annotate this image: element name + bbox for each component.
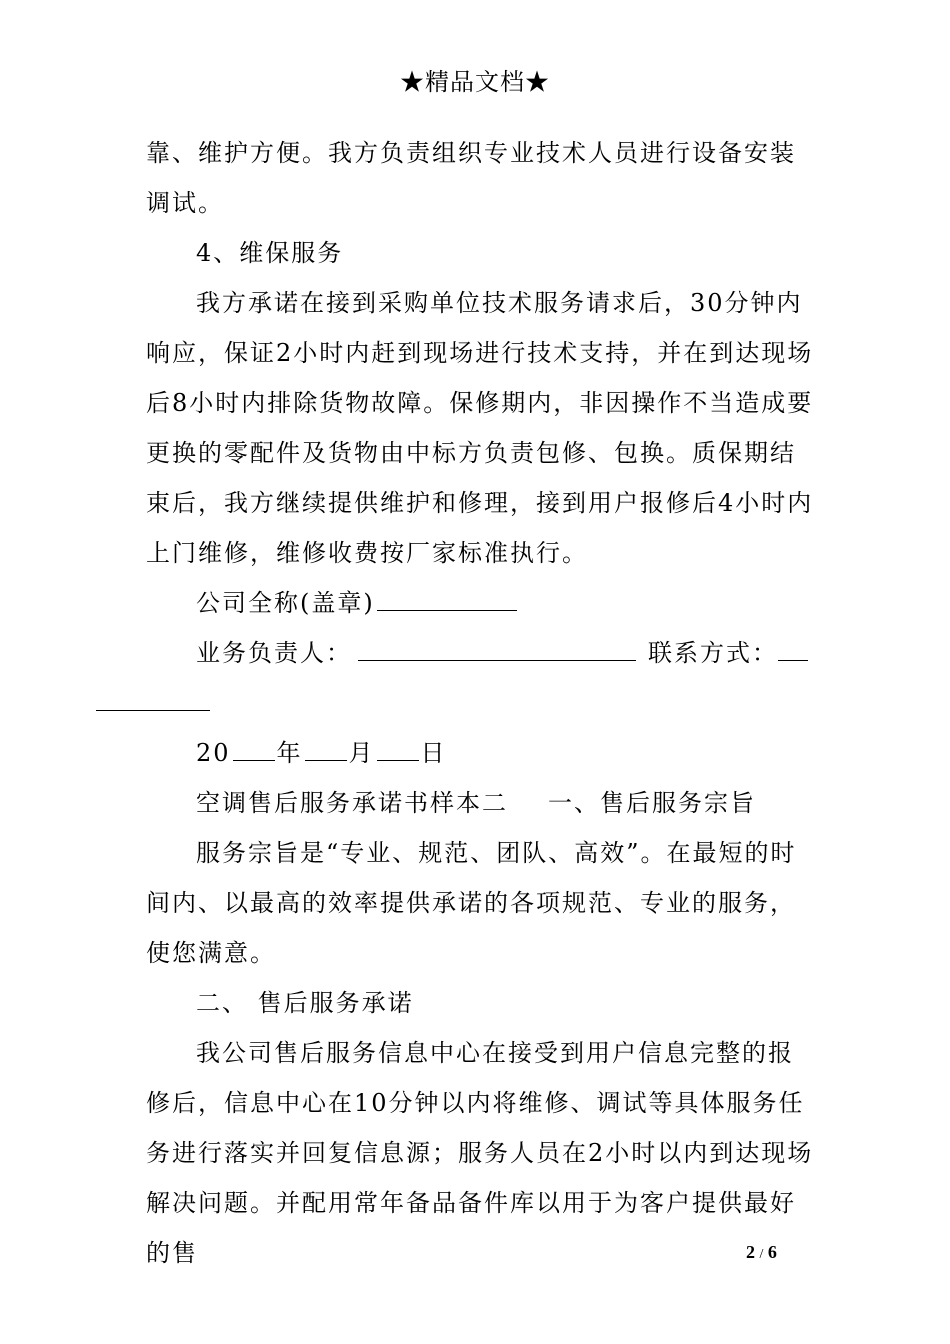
- person-in-charge-label: 业务负责人：: [196, 639, 352, 667]
- day-blank: [377, 738, 419, 761]
- contact-line: [146, 628, 814, 728]
- section-1-title: 一、售后服务宗旨: [548, 789, 756, 817]
- page-number: [746, 1240, 777, 1267]
- person-in-charge-blank: [358, 638, 636, 661]
- document-body: [146, 128, 814, 1278]
- section-2-title: 二、 售后服务承诺: [196, 989, 414, 1017]
- page-separator: /: [759, 1247, 764, 1262]
- total-pages: 6: [767, 1242, 777, 1262]
- year-blank: [233, 738, 275, 761]
- month-label: 月: [348, 739, 375, 767]
- page-header: ★精品文档★: [400, 68, 550, 96]
- month-blank: [305, 738, 347, 761]
- sample-title: 空调售后服务承诺书样本二: [196, 789, 508, 817]
- paragraph-after-sales-commitment: 我公司售后服务信息中心在接受到用户信息完整的报修后，信息中心在10分钟以内将维修、调试等具体服务任务进行落实并回复信息源；服务人员在2小时以内到达现场解决问题。并配用常年备品备件库以用于为客户提供最好的售: [146, 1039, 814, 1267]
- day-label: 日: [420, 739, 447, 767]
- sample-title-line: [146, 778, 814, 828]
- company-name-blank: [377, 588, 517, 611]
- date-line: [146, 728, 814, 778]
- paragraph-service-purpose: 服务宗旨是“专业、规范、团队、高效”。在最短的时间内、以最高的效率提供承诺的各项规范、专业的服务，使您满意。: [146, 839, 797, 967]
- current-page: 2: [746, 1242, 755, 1262]
- company-name-label: 公司全称(盖章): [196, 589, 375, 617]
- paragraph-installation: 靠、维护方便。我方负责组织专业技术人员进行设备安装调试。: [146, 139, 796, 217]
- paragraph-maintenance: 我方承诺在接到采购单位技术服务请求后，30分钟内响应，保证2小时内赶到现场进行技术支持，并在到达现场后8小时内排除货物故障。保修期内，非因操作不当造成要更换的零配件及货物由中标方负责包修、包换。质保期结束后，我方继续提供维护和修理，接到用户报修后4小时内上门维修，维修收费按厂家标准执行。: [146, 289, 814, 567]
- company-name-line: [146, 578, 814, 628]
- contact-label: 联系方式：: [648, 639, 778, 667]
- contact-blank: [778, 638, 808, 661]
- date-prefix: 20: [196, 739, 231, 767]
- heading-maintenance-service: 4、维保服务: [196, 239, 344, 267]
- year-label: 年: [276, 739, 303, 767]
- contact-blank-continued: [96, 688, 210, 711]
